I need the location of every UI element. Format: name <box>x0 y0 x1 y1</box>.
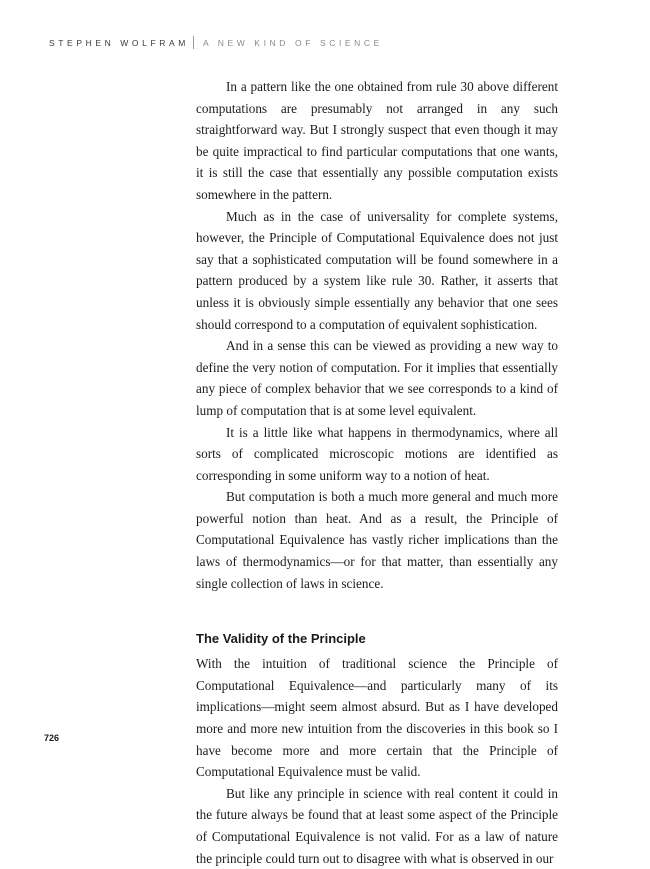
paragraph: But like any principle in science with real content it could in the future always be found that at least some aspect of the Principle of Computational Equivalence is not valid. For as a law of nature the principle could turn out to disagree with what is observed in our <box>196 785 558 866</box>
page-number: 726 <box>44 733 60 743</box>
paragraph: It is a little like what happens in thermodynamics, where all sorts of complicated microscopic motions are identified as corresponding in some uniform way to a notion of heat. <box>196 424 558 483</box>
paragraph: But computation is both a much more general and much more powerful notion than heat. And as a result, the Principle of Computational Equivalence has vastly richer implications than the laws of thermodynamics—or for that matter, than essentially any single collection of laws in science. <box>196 489 558 591</box>
paragraph: And in a sense this can be viewed as providing a new way to define the very notion of computation. For it implies that essentially any piece of complex behavior that we see corresponds to a kind of lump of computation that is at some level equivalent. <box>196 338 558 418</box>
author-name: STEPHEN WOLFRAM <box>49 37 189 48</box>
body-text <box>196 76 558 869</box>
paragraph: In a pattern like the one obtained from rule 30 above different computations are presumably not arranged in any such straightforward way. But I strongly suspect that even though it may be quite impractical to find particular computations that one wants, it is still the case that essentially any possible computation exists somewhere in the pattern. <box>196 79 558 202</box>
section-heading: The Validity of the Principle <box>196 631 366 647</box>
paragraph: With the intuition of traditional science the Principle of Computational Equivalence—and particularly many of its implications—might seem almost absurd. But as I have developed more and more new intuition from the discoveries in this book so I have become more and more certain that the Principle of Computational Equivalence must be valid. <box>196 656 558 780</box>
book-title: A NEW KIND OF SCIENCE <box>202 37 383 48</box>
running-head <box>49 37 383 50</box>
paragraph: Much as in the case of universality for complete systems, however, the Principle of Computational Equivalence does not just say that a sophisticated computation will be found somewhere in a pattern produced by a system like rule 30. Rather, it asserts that unless it is obviously simple essentially any behavior that one sees should correspond to a computation of equivalent sophistication. <box>196 208 558 332</box>
header-divider <box>193 36 194 49</box>
